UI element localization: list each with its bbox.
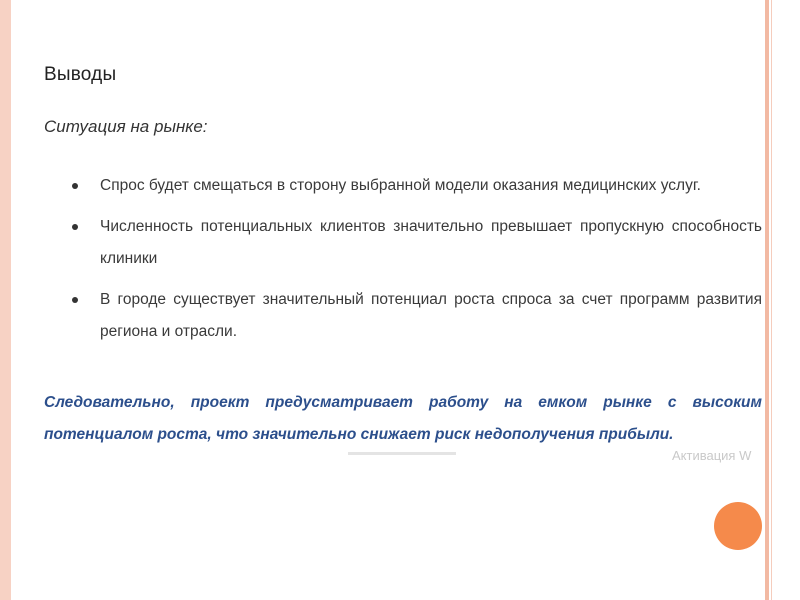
bullet-list [44, 170, 762, 357]
activation-watermark: Активация W [672, 448, 752, 463]
slide-title: Выводы [44, 64, 117, 85]
orange-circle-decoration [714, 502, 762, 550]
slide-content [44, 0, 762, 600]
conclusion-text: Следовательно, проект предусматривает работу на емком рынке с высоким потенциалом роста, что значительно снижает риск недополучения прибыли. [44, 394, 762, 443]
bullet-dot-icon [72, 224, 78, 230]
left-decorative-strip [0, 0, 11, 600]
bullet-item [44, 284, 762, 348]
right-decorative-line-thin [771, 0, 772, 600]
bullet-dot-icon [72, 183, 78, 189]
bullet-item [44, 170, 762, 202]
bullet-text: Спрос будет смещаться в сторону выбранной модели оказания медицинских услуг. [100, 177, 701, 194]
bullet-dot-icon [72, 297, 78, 303]
slide-subtitle: Ситуация на рынке: [44, 117, 208, 136]
right-decorative-line [765, 0, 769, 600]
bullet-text: В городе существует значительный потенциал роста спроса за счет программ развития региона и отрасли. [100, 291, 762, 340]
divider [348, 452, 456, 455]
bullet-item [44, 211, 762, 275]
bullet-text: Численность потенциальных клиентов значительно превышает пропускную способность клиники [100, 218, 762, 267]
